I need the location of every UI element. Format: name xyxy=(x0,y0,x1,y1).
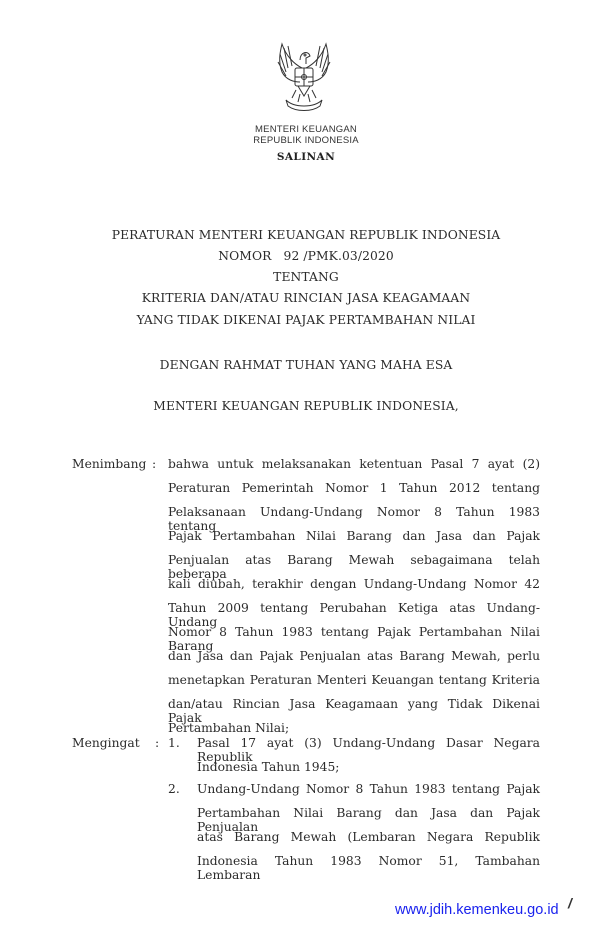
garuda-emblem-icon xyxy=(264,38,344,118)
invocation: DENGAN RAHMAT TUHAN YANG MAHA ESA xyxy=(159,358,453,372)
salinan-label: SALINAN xyxy=(276,151,336,163)
text-line: Pelaksanaan Undang-Undang Nomor 8 Tahun 1983 tentang xyxy=(168,505,540,533)
institution-line-1: MENTERI KEUANGAN xyxy=(255,124,357,135)
regulation-title: PERATURAN MENTERI KEUANGAN REPUBLIK INDONESIA xyxy=(111,228,501,242)
text-line: Nomor 8 Tahun 1983 tentang Pajak Pertambahan Nilai Barang xyxy=(168,625,540,653)
text-line: menetapkan Peraturan Menteri Keuangan tentang Kriteria xyxy=(168,673,540,687)
text-line: Penjualan atas Barang Mewah sebagaimana telah beberapa xyxy=(168,553,540,581)
mengingat-colon: : xyxy=(155,736,160,750)
text-line: Pertambahan Nilai Barang dan Jasa dan Pajak Penjualan xyxy=(197,806,540,834)
text-line: Pertambahan Nilai; xyxy=(168,721,290,735)
text-line: kali diubah, terakhir dengan Undang-Undang Nomor 42 xyxy=(168,577,540,591)
mengingat-label: Mengingat xyxy=(72,736,140,750)
regulation-subject-line-2: YANG TIDAK DIKENAI PAJAK PERTAMBAHAN NILAI xyxy=(136,313,476,327)
institution-line-2: REPUBLIK INDONESIA xyxy=(253,135,359,146)
regulation-subject-line-1: KRITERIA DAN/ATAU RINCIAN JASA KEAGAMAAN xyxy=(141,291,471,305)
text-line: Peraturan Pemerintah Nomor 1 Tahun 2012 tentang xyxy=(168,481,540,495)
text-line: dan Jasa dan Pajak Penjualan atas Barang Mewah, perlu xyxy=(168,649,540,663)
regulation-number: NOMOR 92 /PMK.03/2020 xyxy=(218,249,394,263)
paraf-initial-mark: / xyxy=(568,895,572,911)
text-line: Tahun 2009 tentang Perubahan Ketiga atas Undang-Undang xyxy=(168,601,540,629)
text-line: Undang-Undang Nomor 8 Tahun 1983 tentang Pajak xyxy=(197,782,540,796)
jdih-website-link[interactable]: www.jdih.kemenkeu.go.id xyxy=(395,902,559,918)
text-line: Pajak Pertambahan Nilai Barang dan Jasa dan Pajak xyxy=(168,529,540,543)
text-line: atas Barang Mewah (Lembaran Negara Republik xyxy=(197,830,540,844)
text-line: bahwa untuk melaksanakan ketentuan Pasal 7 ayat (2) xyxy=(168,457,540,471)
menimbang-label: Menimbang xyxy=(72,457,147,471)
text-line: Pasal 17 ayat (3) Undang-Undang Dasar Negara Republik xyxy=(197,736,540,764)
tentang-label: TENTANG xyxy=(273,270,339,284)
mengingat-item-1-number: 1. xyxy=(168,736,180,750)
text-line: Indonesia Tahun 1983 Nomor 51, Tambahan Lembaran xyxy=(197,854,540,882)
menimbang-colon: : xyxy=(152,457,157,471)
issuing-authority: MENTERI KEUANGAN REPUBLIK INDONESIA, xyxy=(153,399,459,413)
mengingat-item-2-number: 2. xyxy=(168,782,180,796)
text-line: dan/atau Rincian Jasa Keagamaan yang Tidak Dikenai Pajak xyxy=(168,697,540,725)
text-line: Indonesia Tahun 1945; xyxy=(197,760,340,774)
